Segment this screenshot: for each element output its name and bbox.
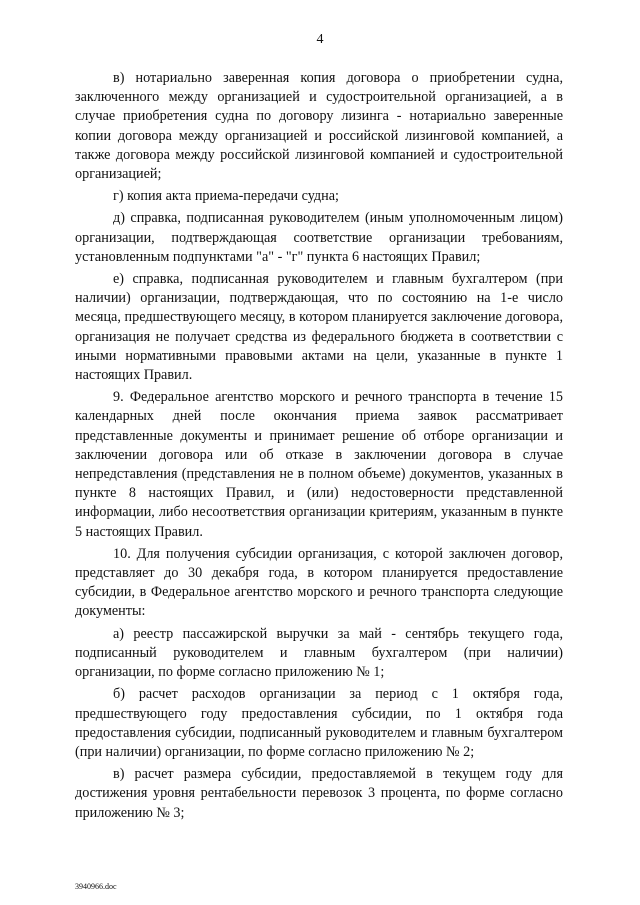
paragraph-item-v-subsidy-calculation: в) расчет размера субсидии, предоставляемой в текущем году для достижения уровня рентабельности перевозок 3 процента, по форме согласно приложению № 3; — [75, 766, 563, 821]
paragraph-item-e-budget-certificate: е) справка, подписанная руководителем и главным бухгалтером (при наличии) организации, подтверждающая, что по состоянию на 1-е число месяца, предшествующего месяцу, в котором планируется заключение договора, организация не получает средства из федерального бюджета в соответствии с иными нормативными правовыми актами на цели, указанные в пункте 1 настоящих Правил. — [75, 271, 563, 384]
paragraph-clause-9: 9. Федеральное агентство морского и речного транспорта в течение 15 календарных дней после окончания приема заявок рассматривает представленные документы и принимает решение об отборе организации и заключении договора или об отказе в заключении договора в случае непредставления (представления не в полном объеме) документов, указанных в пункте 8 настоящих Правил, и (или) недостоверности представленной информации, либо несоответствия организации критериям, указанным в пункте 5 настоящих Правил. — [75, 389, 563, 540]
document-body — [75, 69, 563, 826]
paragraph-item-g-transfer-act: г) копия акта приема-передачи судна; — [113, 188, 339, 205]
paragraph-item-d-compliance-certificate: д) справка, подписанная руководителем (иным уполномоченным лицом) организации, подтверждающая соответствие организации требованиям, установленным подпунктами "а" - "г" пункта 6 настоящих Правил; — [75, 210, 563, 265]
paragraph-item-v-notarized-copy: в) нотариально заверенная копия договора о приобретении судна, заключенного между организацией и судостроительной организацией, а в случае приобретения судна по договору лизинга - нотариально заверенные копии договора между организацией и российской лизинговой компанией, а также договора между российской лизинговой компанией и судостроительной организацией; — [75, 70, 563, 183]
footer-filename: 3940966.doc — [75, 882, 117, 891]
page-number: 4 — [316, 32, 324, 47]
paragraph-item-a-revenue-register: а) реестр пассажирской выручки за май - сентябрь текущего года, подписанный руководителем и главным бухгалтером (при наличии) организации, по форме согласно приложению № 1; — [75, 625, 563, 681]
paragraph-clause-10: 10. Для получения субсидии организация, с которой заключен договор, представляет до 30 декабря года, в котором планируется предоставление субсидии, в Федеральное агентство морского и речного транспорта следующие документы: — [75, 545, 563, 620]
paragraph-item-b-expense-calculation: б) расчет расходов организации за период с 1 октября года, предшествующего году предоставления субсидии, по 1 октября года предоставления субсидии, подписанный руководителем и главным бухгалтером (при наличии) организации, по форме согласно приложению № 2; — [75, 686, 563, 760]
